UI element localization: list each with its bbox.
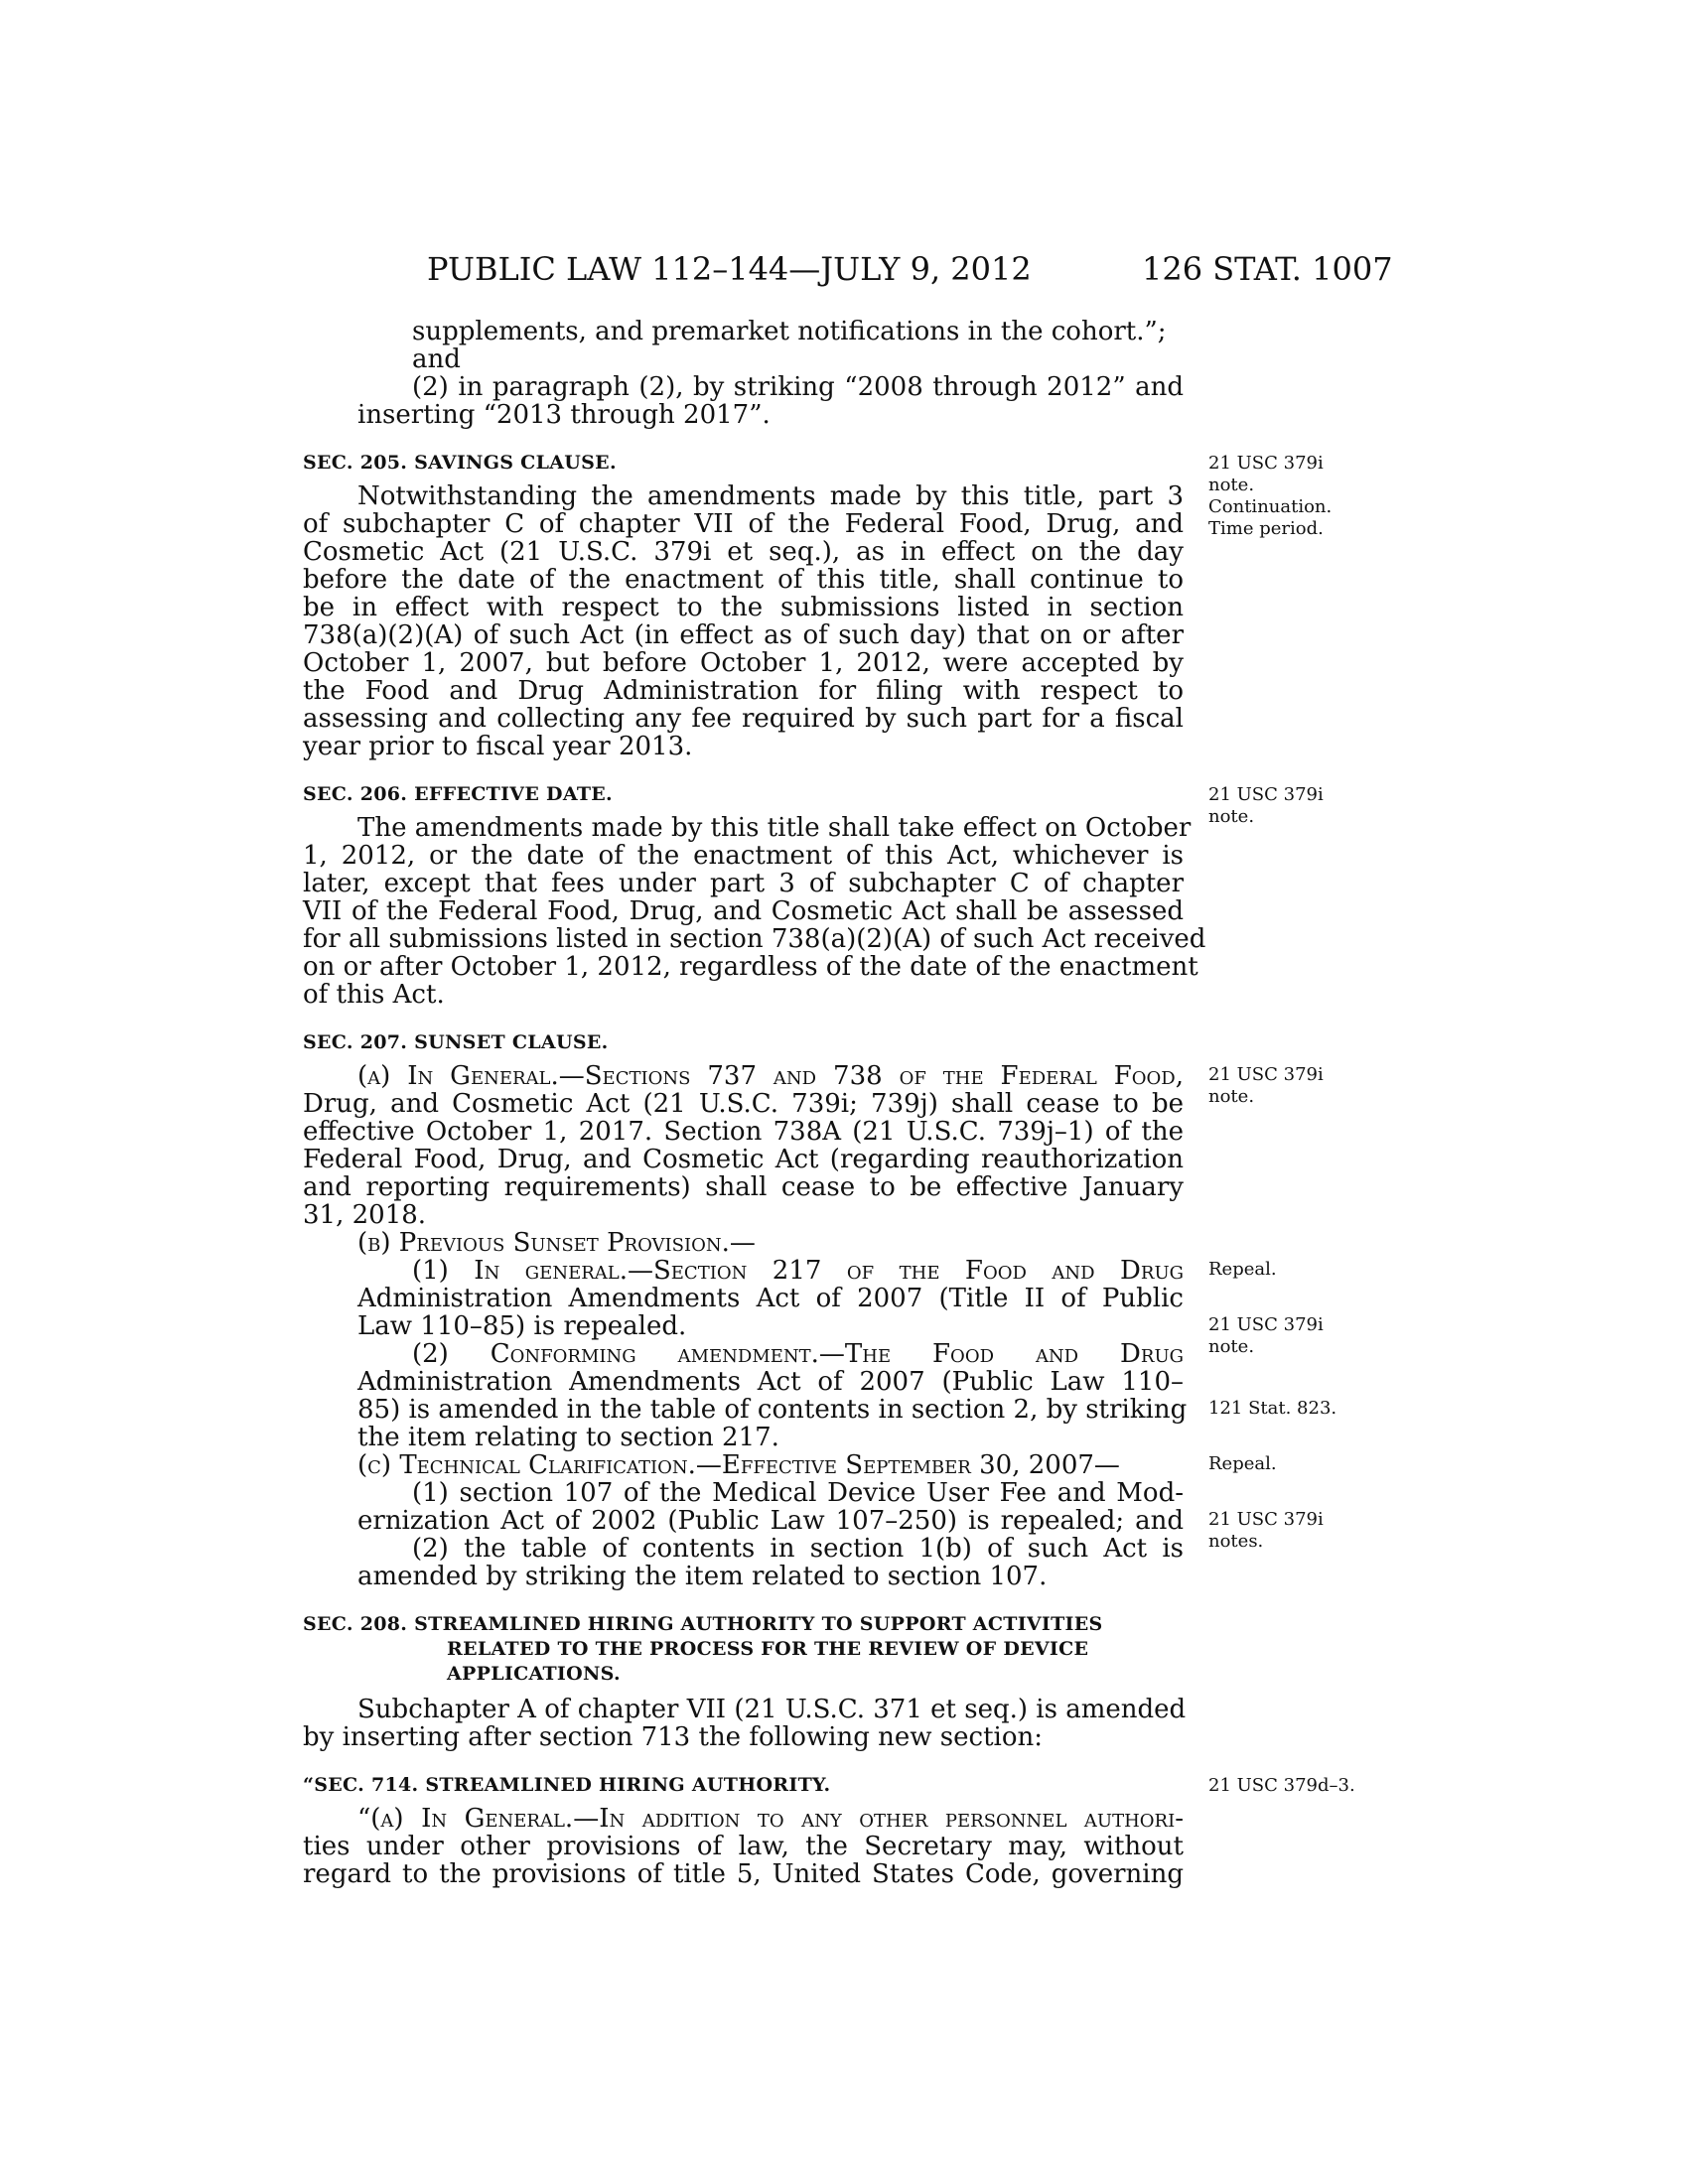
text-line: of this Act. — [303, 980, 445, 1010]
margin-note: Time period. — [1208, 518, 1324, 539]
margin-note: Repeal. — [1208, 1453, 1277, 1474]
text-line: Law 110–85) is repealed. — [357, 1311, 687, 1341]
text-line: before the date of the enactment of this title, shall continue to — [303, 565, 1184, 595]
text-line: Cosmetic Act (21 U.S.C. 379i et seq.), as in effect on the day — [303, 537, 1184, 567]
text-line: October 1, 2007, but before October 1, 2012, were accepted by — [303, 648, 1184, 678]
text-line: Subchapter A of chapter VII (21 U.S.C. 371 et seq.) is amended — [357, 1695, 1187, 1724]
text-line: assessing and collecting any fee required by such part for a fiscal — [303, 704, 1184, 734]
text-line: supplements, and premarket notifications in the cohort.”; — [412, 317, 1167, 346]
section-heading-208: SEC. 208. STREAMLINED HIRING AUTHORITY TO SUPPORT ACTIVITIES — [303, 1613, 1103, 1635]
text-line: Administration Amendments Act of 2007 (Public Law 110– — [357, 1367, 1184, 1397]
text-line: 85) is amended in the table of contents in section 2, by striking — [357, 1395, 1188, 1425]
margin-note: 21 USC 379i — [1208, 1314, 1324, 1335]
text-line: Federal Food, Drug, and Cosmetic Act (regarding reauthorization — [303, 1145, 1184, 1174]
margin-note: 21 USC 379i — [1208, 1509, 1324, 1530]
margin-note: 21 USC 379i — [1208, 453, 1324, 474]
text-line: of subchapter C of chapter VII of the Federal Food, Drug, and — [303, 509, 1184, 539]
text-line: for all submissions listed in section 738(a)(2)(A) of such Act received — [303, 924, 1206, 954]
text-line: inserting “2013 through 2017”. — [357, 400, 771, 430]
text-line: 1, 2012, or the date of the enactment of this Act, whichever is — [303, 841, 1184, 871]
section-heading-205: SEC. 205. SAVINGS CLAUSE. — [303, 452, 617, 474]
text-line: later, except that fees under part 3 of subchapter C of chapter — [303, 869, 1184, 898]
text-line: the Food and Drug Administration for filing with respect to — [303, 676, 1184, 706]
text-line: and — [412, 344, 461, 374]
text-line: (2) the table of contents in section 1(b) of such Act is — [412, 1534, 1184, 1564]
text-line: Drug, and Cosmetic Act (21 U.S.C. 739i; 739j) shall cease to be — [303, 1089, 1184, 1119]
section-heading-208-cont: APPLICATIONS. — [447, 1663, 621, 1685]
text-line: ernization Act of 2002 (Public Law 107–250) is repealed; and — [357, 1506, 1184, 1536]
text-line: the item relating to section 217. — [357, 1423, 779, 1452]
text-line: be in effect with respect to the submissions listed in section — [303, 593, 1184, 622]
running-header-left: PUBLIC LAW 112–144—JULY 9, 2012 — [427, 250, 1032, 288]
page-number: 126 STAT. 1007 — [1142, 250, 1393, 288]
margin-note: 121 Stat. 823. — [1208, 1398, 1337, 1419]
text-line: (1) section 107 of the Medical Device User Fee and Mod- — [412, 1478, 1184, 1508]
margin-note: note. — [1208, 806, 1255, 827]
margin-note: 21 USC 379i — [1208, 784, 1324, 805]
text-line: (c) Technical Clarification.—Effective September 30, 2007— — [357, 1450, 1120, 1480]
text-line: and reporting requirements) shall cease to be effective January — [303, 1172, 1184, 1202]
margin-note: note. — [1208, 475, 1255, 495]
text-line: (2) in paragraph (2), by striking “2008 through 2012” and — [412, 372, 1184, 402]
text-line: ties under other provisions of law, the Secretary may, without — [303, 1832, 1184, 1861]
text-line: (b) Previous Sunset Provision.— — [357, 1228, 756, 1258]
text-line: by inserting after section 713 the following new section: — [303, 1722, 1043, 1752]
margin-note: notes. — [1208, 1531, 1264, 1552]
section-heading-206: SEC. 206. EFFECTIVE DATE. — [303, 783, 613, 805]
margin-note: Continuation. — [1208, 496, 1333, 517]
text-line: amended by striking the item related to section 107. — [357, 1562, 1048, 1591]
margin-note: note. — [1208, 1336, 1255, 1357]
text-line: on or after October 1, 2012, regardless of the date of the enactment — [303, 952, 1198, 982]
margin-note: 21 USC 379i — [1208, 1064, 1324, 1085]
margin-note: note. — [1208, 1086, 1255, 1107]
text-line: (1) In general.—Section 217 of the Food and Drug — [412, 1256, 1184, 1286]
text-line: 738(a)(2)(A) of such Act (in effect as of such day) that on or after — [303, 620, 1184, 650]
text-line: “(a) In General.—In addition to any other personnel authori- — [357, 1804, 1184, 1834]
text-line: The amendments made by this title shall take effect on October — [357, 813, 1192, 843]
text-line: (2) Conforming amendment.—The Food and Drug — [412, 1339, 1184, 1369]
text-line: year prior to fiscal year 2013. — [303, 732, 693, 761]
text-line: Notwithstanding the amendments made by this title, part 3 — [357, 481, 1184, 511]
text-line: effective October 1, 2017. Section 738A (21 U.S.C. 739j–1) of the — [303, 1117, 1184, 1147]
text-line: regard to the provisions of title 5, United States Code, governing — [303, 1859, 1184, 1889]
margin-note: Repeal. — [1208, 1259, 1277, 1280]
section-heading-208-cont: RELATED TO THE PROCESS FOR THE REVIEW OF DEVICE — [447, 1638, 1089, 1660]
margin-note: 21 USC 379d–3. — [1208, 1775, 1355, 1796]
text-line: 31, 2018. — [303, 1200, 427, 1230]
section-heading-714: “SEC. 714. STREAMLINED HIRING AUTHORITY. — [303, 1774, 831, 1796]
text-line: (a) In General.—Sections 737 and 738 of the Federal Food, — [357, 1061, 1184, 1091]
text-line: Administration Amendments Act of 2007 (Title II of Public — [357, 1284, 1184, 1313]
text-line: VII of the Federal Food, Drug, and Cosmetic Act shall be assessed — [303, 896, 1184, 926]
section-heading-207: SEC. 207. SUNSET CLAUSE. — [303, 1031, 609, 1053]
